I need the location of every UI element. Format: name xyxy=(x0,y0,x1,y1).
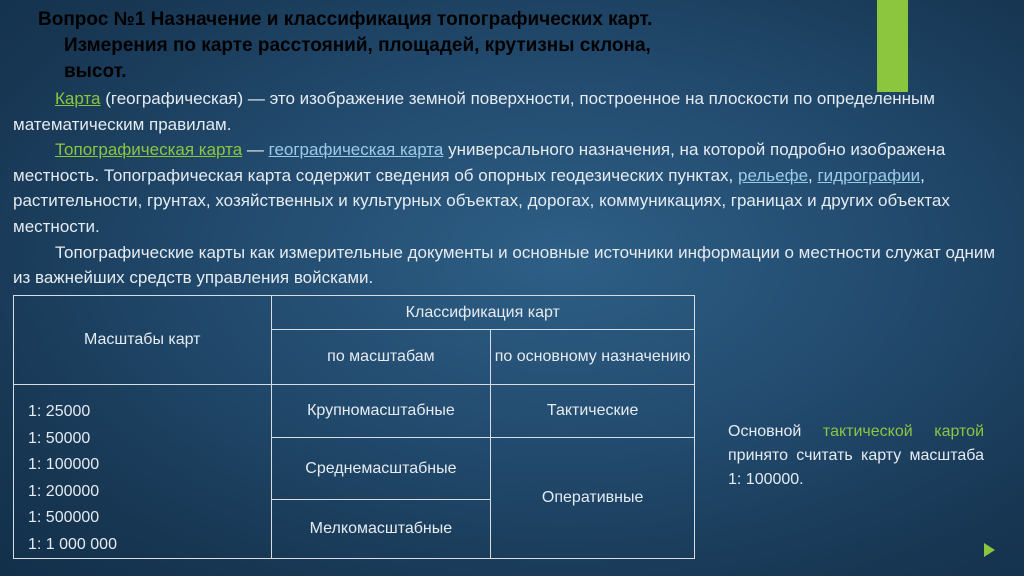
scale-item: 1: 25000 xyxy=(28,403,91,420)
paragraph-map-definition: Карта (географическая) — это изображение земной поверхности, построенное на плоскости по определенным математическим правилам. xyxy=(13,89,935,134)
title-line-2: Измерения по карте расстояний, площадей, крутизны склона, xyxy=(64,35,651,56)
link-relief[interactable]: рельефе xyxy=(738,165,809,185)
paragraph-purpose: Топографические карты как измерительные документы и основные источники информации о местности служат одним из важнейших средств управления войсками. xyxy=(13,242,996,288)
body-text xyxy=(13,86,1013,291)
classification-table xyxy=(13,295,695,559)
cell-operational: Оперативные xyxy=(491,438,695,559)
term-topographic-map: Топографическая карта xyxy=(55,140,243,160)
scale-item: 1: 1 000 000 xyxy=(28,535,117,553)
note-highlight: тактической картой xyxy=(822,423,985,440)
scale-item: 1: 200000 xyxy=(28,482,100,500)
header-by-purpose: по основному назначению xyxy=(491,330,695,385)
slide-title xyxy=(38,7,858,85)
link-geographic-map[interactable]: географическая карта xyxy=(268,140,444,160)
header-scales: Масштабы карт xyxy=(14,296,272,385)
cell-small-scale: Мелкомасштабные xyxy=(271,500,491,559)
next-slide-arrow-icon[interactable] xyxy=(984,543,995,557)
accent-bar xyxy=(877,0,908,92)
link-hydrography[interactable]: гидрографии xyxy=(817,165,921,185)
cell-tactical: Тактические xyxy=(491,385,695,438)
scale-item: 1: 100000 xyxy=(28,456,100,473)
cell-large-scale: Крупномасштабные xyxy=(271,385,491,438)
title-line-3: высот. xyxy=(64,61,127,82)
cell-medium-scale: Среднемасштабные xyxy=(271,438,491,500)
term-map: Карта xyxy=(55,89,101,108)
paragraph-topographic-map: Топографическая карта — географическая карта универсального назначения, на которой подробно изображена местность. Топографическая карта содержит сведения об опорных геодезических пунктах, рельефе, гидрографии, растительности, грунтах, хозяйственных и культурных объектах, дорогах, коммуникациях, границах и других объектах местности. xyxy=(13,140,950,236)
title-line-1: Вопрос №1 Назначение и классификация топографических карт. xyxy=(38,9,653,30)
side-note: Основной тактической картой принято считать карту масштаба 1: 100000. xyxy=(728,423,985,488)
scale-item: 1: 500000 xyxy=(28,509,100,526)
scale-item: 1: 50000 xyxy=(28,429,91,447)
header-by-scale: по масштабам xyxy=(271,330,491,385)
scales-list xyxy=(14,385,272,559)
header-classification: Классификация карт xyxy=(271,296,694,330)
